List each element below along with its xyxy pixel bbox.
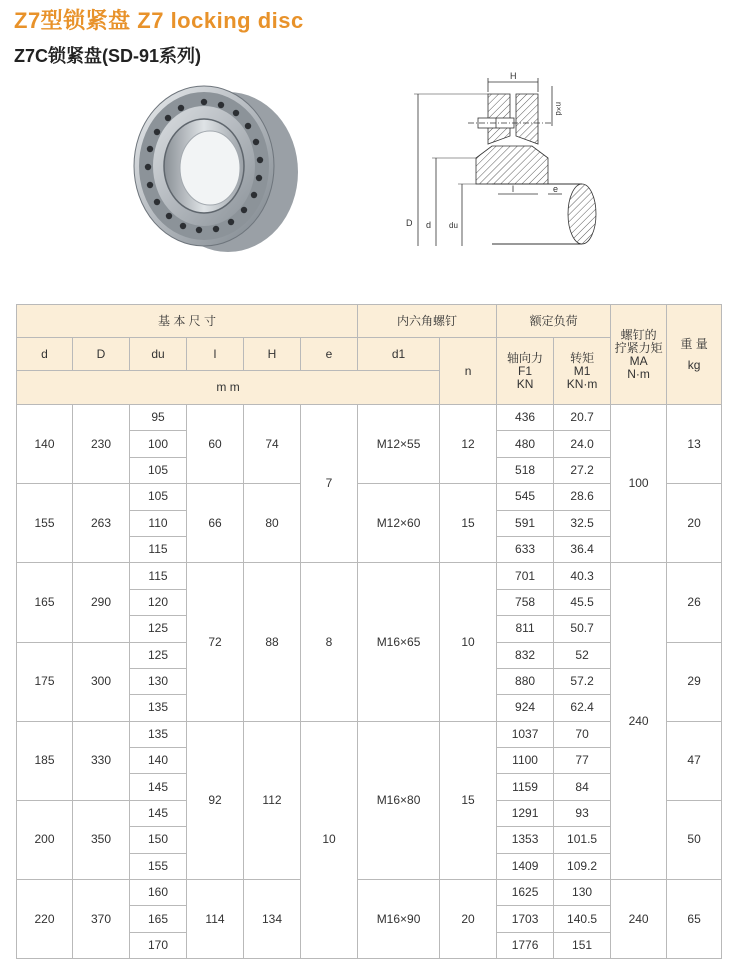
cell-d1: M16×90: [358, 880, 440, 959]
cell-du: 170: [130, 932, 187, 958]
cell-du: 115: [130, 563, 187, 589]
cell-torque-m1: 101.5: [554, 827, 611, 853]
label-H: H: [510, 71, 517, 81]
cell-D: 230: [73, 405, 130, 484]
cell-torque-m1: 109.2: [554, 853, 611, 879]
shaft-end: [568, 184, 596, 244]
cell-axial-force: 436: [497, 405, 554, 431]
cell-n: 12: [440, 405, 497, 484]
cell-axial-force: 1703: [497, 906, 554, 932]
cell-e: 10: [301, 721, 358, 959]
cell-du: 140: [130, 748, 187, 774]
cell-D: 330: [73, 721, 130, 800]
cell-weight: 20: [667, 484, 722, 563]
header-col-H: H: [244, 338, 301, 371]
cell-du: 110: [130, 510, 187, 536]
cell-torque-m1: 70: [554, 721, 611, 747]
cell-torque-m1: 93: [554, 800, 611, 826]
label-e: e: [553, 184, 559, 194]
table-row: [17, 563, 722, 589]
cell-n: 20: [440, 880, 497, 959]
cell-axial-force: 591: [497, 510, 554, 536]
cell-tightening-torque: 240: [611, 563, 667, 880]
cell-n: 10: [440, 563, 497, 721]
header-hex-screw: 内六角螺钉: [358, 305, 497, 338]
cell-H: 134: [244, 880, 301, 959]
header-col-d1: d1: [358, 338, 440, 371]
cell-n: 15: [440, 721, 497, 879]
cell-axial-force: 924: [497, 695, 554, 721]
disc-bore-inner: [180, 131, 240, 205]
cell-torque-m1: 27.2: [554, 457, 611, 483]
cell-axial-force: 1625: [497, 880, 554, 906]
cell-du: 120: [130, 589, 187, 615]
cell-weight: 50: [667, 800, 722, 879]
cell-H: 88: [244, 563, 301, 721]
cell-d1: M16×80: [358, 721, 440, 879]
cell-torque-m1: 77: [554, 748, 611, 774]
cell-l: 72: [187, 563, 244, 721]
cell-torque-m1: 140.5: [554, 906, 611, 932]
cross-section-drawing: [392, 66, 612, 262]
cell-d1: M16×65: [358, 563, 440, 721]
cell-d1: M12×55: [358, 405, 440, 484]
cell-axial-force: 480: [497, 431, 554, 457]
cell-axial-force: 633: [497, 536, 554, 562]
cell-H: 74: [244, 405, 301, 484]
cell-du: 105: [130, 484, 187, 510]
cell-du: 165: [130, 906, 187, 932]
cell-du: 125: [130, 642, 187, 668]
header-rated-load: 额定负荷: [497, 305, 611, 338]
locking-disc-photo: [120, 80, 310, 260]
cell-axial-force: 1291: [497, 800, 554, 826]
cell-du: 155: [130, 853, 187, 879]
label-l: l: [512, 184, 514, 194]
cell-H: 112: [244, 721, 301, 879]
cell-e: 8: [301, 563, 358, 721]
cell-du: 135: [130, 721, 187, 747]
header-col-torque-m1: 转矩 M1 KN·m: [554, 338, 611, 405]
cell-du: 95: [130, 405, 187, 431]
cell-torque-m1: 57.2: [554, 668, 611, 694]
cell-axial-force: 811: [497, 616, 554, 642]
cell-torque-m1: 52: [554, 642, 611, 668]
table-row: [17, 880, 722, 906]
cell-torque-m1: 28.6: [554, 484, 611, 510]
cell-axial-force: 832: [497, 642, 554, 668]
cell-du: 125: [130, 616, 187, 642]
cell-D: 350: [73, 800, 130, 879]
cell-axial-force: 1100: [497, 748, 554, 774]
cell-du: 130: [130, 668, 187, 694]
header-col-d: d: [17, 338, 73, 371]
header-weight: 重 量 kg: [667, 305, 722, 405]
cell-axial-force: 701: [497, 563, 554, 589]
cell-du: 160: [130, 880, 187, 906]
cell-torque-m1: 40.3: [554, 563, 611, 589]
cell-d: 155: [17, 484, 73, 563]
cell-D: 263: [73, 484, 130, 563]
cell-tightening-torque: 100: [611, 405, 667, 563]
label-du: du: [449, 221, 458, 230]
cell-d: 200: [17, 800, 73, 879]
cell-weight: 29: [667, 642, 722, 721]
cell-torque-m1: 151: [554, 932, 611, 958]
label-nxd: n×d: [554, 102, 563, 116]
cell-torque-m1: 24.0: [554, 431, 611, 457]
label-d: d: [426, 220, 432, 230]
cell-l: 66: [187, 484, 244, 563]
cell-e: 7: [301, 405, 358, 563]
cell-D: 370: [73, 880, 130, 959]
cell-axial-force: 1037: [497, 721, 554, 747]
cell-du: 115: [130, 536, 187, 562]
page-subtitle: Z7C锁紧盘(SD-91系列): [14, 46, 202, 66]
header-col-l: l: [187, 338, 244, 371]
cell-torque-m1: 32.5: [554, 510, 611, 536]
header-col-du: du: [130, 338, 187, 371]
cell-l: 114: [187, 880, 244, 959]
cell-l: 60: [187, 405, 244, 484]
cell-axial-force: 880: [497, 668, 554, 694]
cell-torque-m1: 36.4: [554, 536, 611, 562]
cell-weight: 13: [667, 405, 722, 484]
cell-D: 290: [73, 563, 130, 642]
header-col-D: D: [73, 338, 130, 371]
header-unit-mm: m m: [17, 371, 440, 405]
cell-du: 145: [130, 774, 187, 800]
header-col-n: n: [440, 338, 497, 405]
cell-du: 150: [130, 827, 187, 853]
cell-torque-m1: 62.4: [554, 695, 611, 721]
cell-d: 165: [17, 563, 73, 642]
cell-weight: 65: [667, 880, 722, 959]
spec-table: [16, 304, 722, 959]
cell-D: 300: [73, 642, 130, 721]
cell-d: 140: [17, 405, 73, 484]
cell-du: 135: [130, 695, 187, 721]
cell-H: 80: [244, 484, 301, 563]
cell-axial-force: 1353: [497, 827, 554, 853]
cell-torque-m1: 130: [554, 880, 611, 906]
cell-axial-force: 1159: [497, 774, 554, 800]
cell-d: 175: [17, 642, 73, 721]
cell-axial-force: 1409: [497, 853, 554, 879]
cell-axial-force: 518: [497, 457, 554, 483]
cell-axial-force: 545: [497, 484, 554, 510]
header-col-e: e: [301, 338, 358, 371]
cell-axial-force: 1776: [497, 932, 554, 958]
cell-du: 145: [130, 800, 187, 826]
table-row: [17, 405, 722, 431]
label-D: D: [406, 218, 413, 228]
outer-ring-right: [516, 94, 538, 144]
page-title: Z7型锁紧盘 Z7 locking disc: [14, 8, 304, 33]
cell-d: 220: [17, 880, 73, 959]
header-col-axial-force: 轴向力 F1 KN: [497, 338, 554, 405]
cell-n: 15: [440, 484, 497, 563]
cell-d1: M12×60: [358, 484, 440, 563]
cell-torque-m1: 50.7: [554, 616, 611, 642]
cell-axial-force: 758: [497, 589, 554, 615]
cell-du: 105: [130, 457, 187, 483]
cell-weight: 26: [667, 563, 722, 642]
inner-ring: [476, 146, 548, 184]
cell-weight: 47: [667, 721, 722, 800]
cell-d: 185: [17, 721, 73, 800]
cell-l: 92: [187, 721, 244, 879]
cell-tightening-torque: 240: [611, 880, 667, 959]
cell-du: 100: [130, 431, 187, 457]
cell-torque-m1: 45.5: [554, 589, 611, 615]
cell-torque-m1: 20.7: [554, 405, 611, 431]
header-basic-dimensions: 基 本 尺 寸: [17, 305, 358, 338]
cell-torque-m1: 84: [554, 774, 611, 800]
header-tightening-torque: 螺钉的 拧紧力矩 MA N·m: [611, 305, 667, 405]
